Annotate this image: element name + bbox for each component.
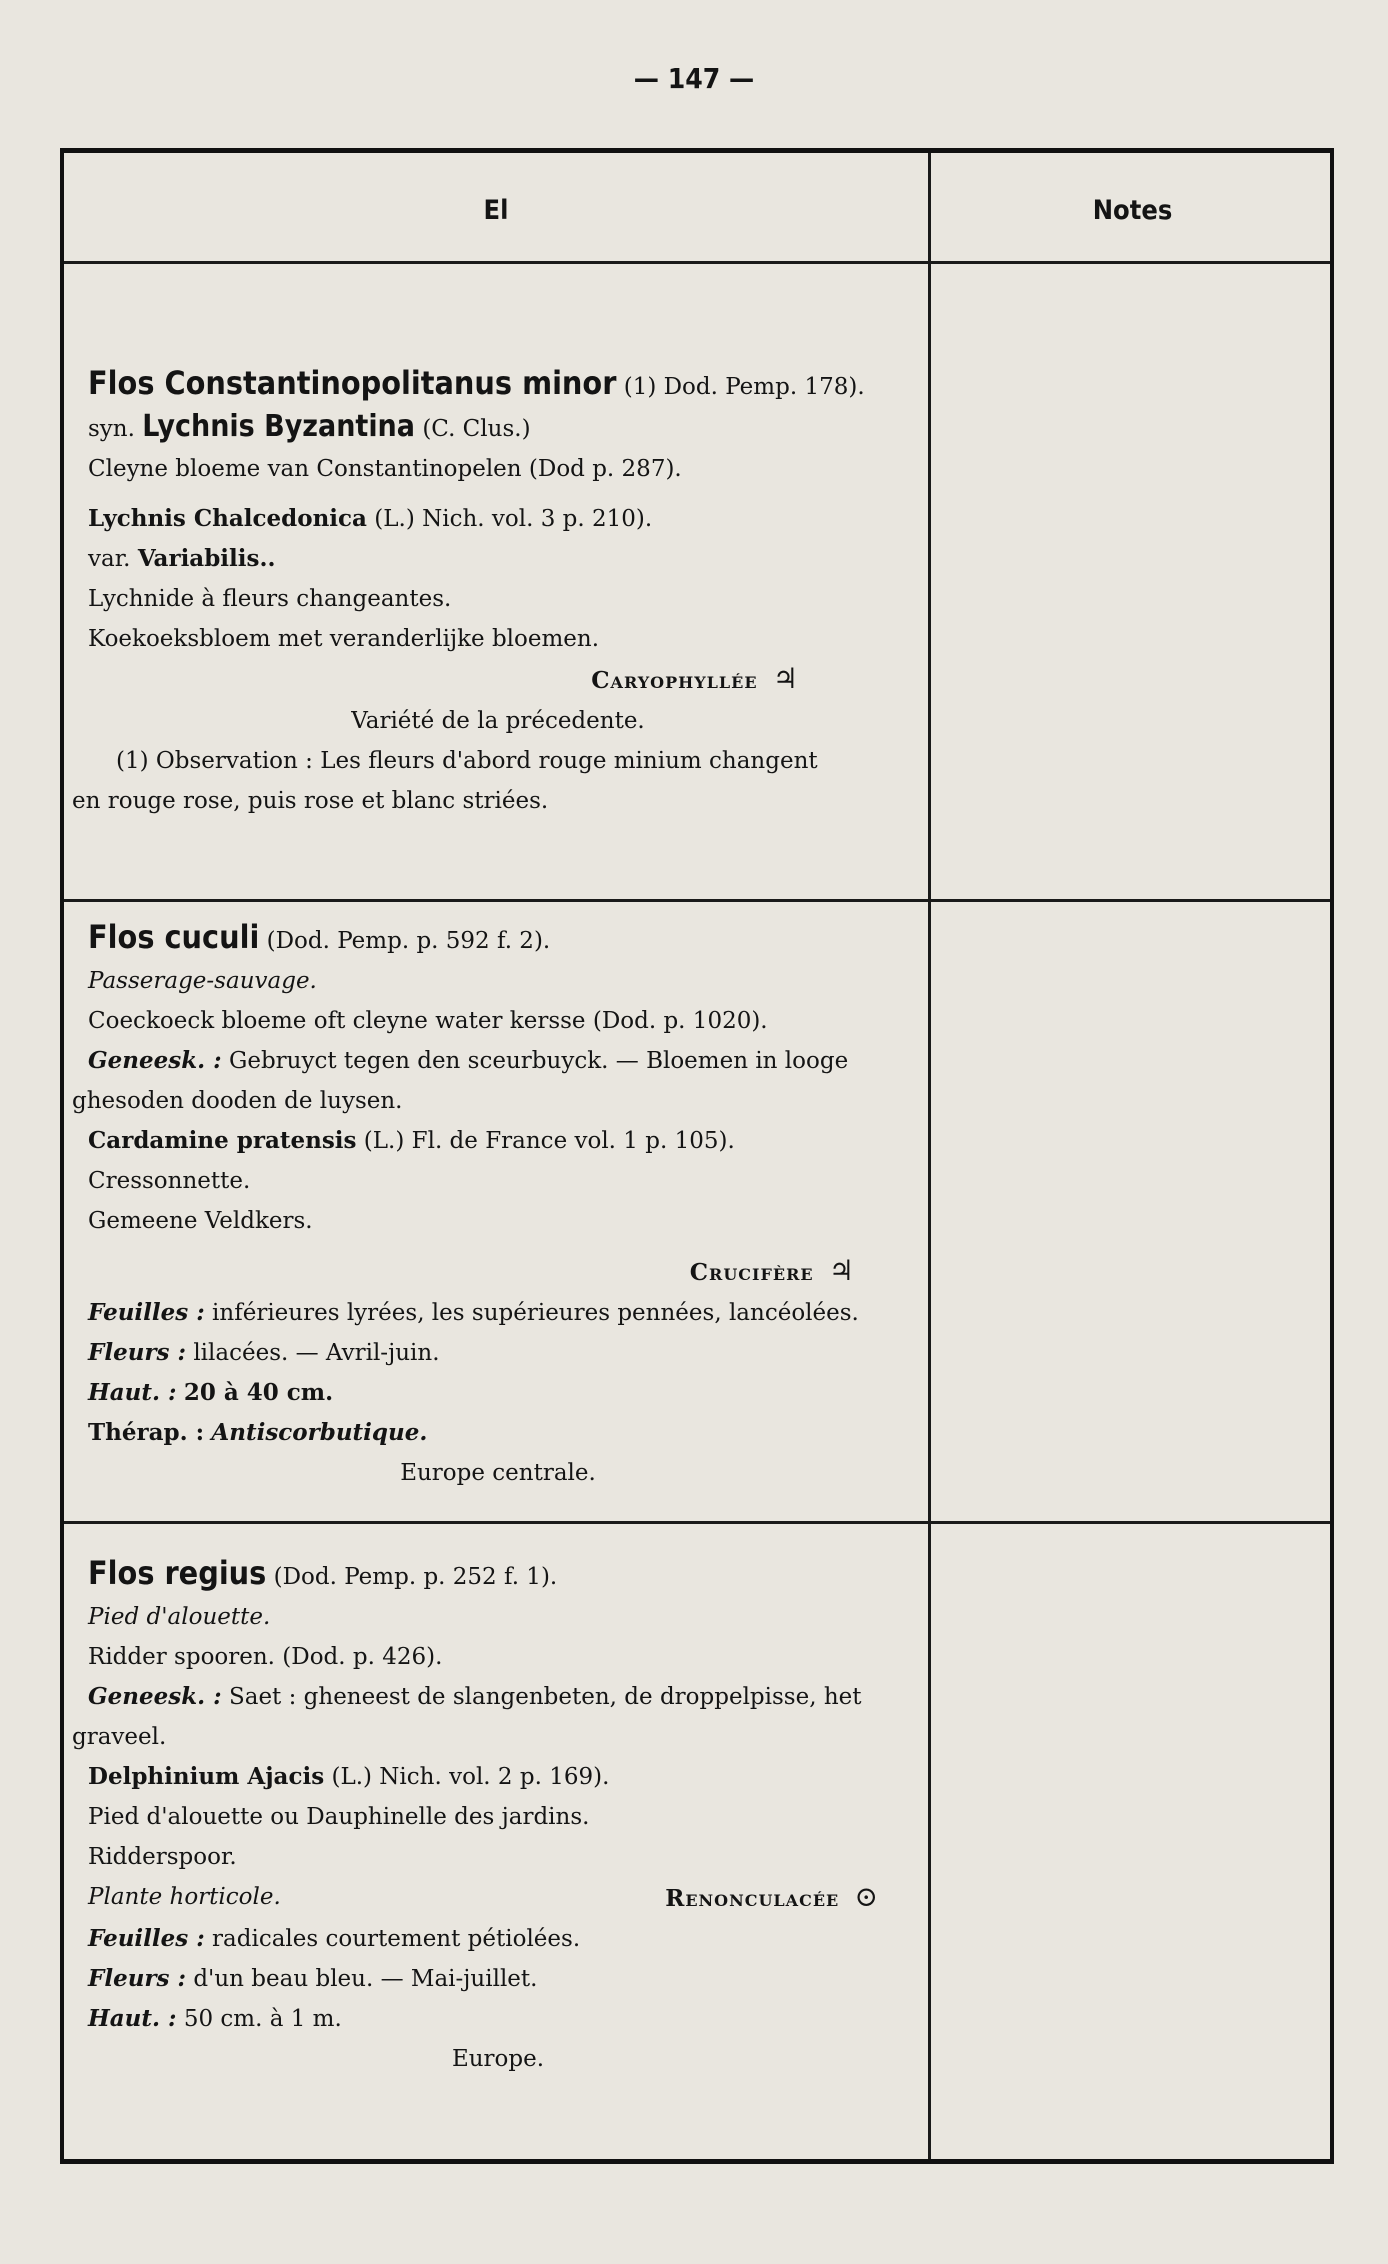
feuilles-paragraph	[72, 1293, 908, 1333]
dutch-name: Ridderspoor.	[88, 1844, 237, 1870]
region: Europe.	[451, 2046, 545, 2072]
geneesk-text: Saet : gheneest de slangenbeten, de droppelpisse, het graveel.	[72, 1684, 862, 1750]
region: Europe centrale.	[400, 1460, 596, 1486]
latin-name-line	[88, 1121, 908, 1161]
latin-ref: (L.) Fl. de France vol. 1 p. 105).	[363, 1128, 735, 1154]
plant-family-line	[88, 1877, 908, 1919]
variety-name: Variabilis..	[137, 545, 276, 572]
entry-title: Flos cuculi	[88, 918, 260, 956]
synonym-ref: (C. Clus.)	[422, 416, 531, 442]
feuilles-label: Feuilles :	[88, 1925, 205, 1952]
observation-line-2: en rouge rose, puis rose et blanc striées.	[72, 788, 549, 814]
variety-prefix: var.	[88, 546, 131, 572]
latin-ref: (L.) Nich. vol. 3 p. 210).	[374, 506, 653, 532]
geneesk-label: Geneesk. :	[88, 1047, 222, 1074]
synonym-prefix: syn.	[88, 416, 135, 442]
entry-title-ref: (Dod. Pemp. p. 252 f. 1).	[273, 1564, 558, 1590]
entry-title-line	[88, 363, 908, 407]
header-rule	[64, 261, 1330, 264]
fleurs-text: lilacées. — Avril-juin.	[193, 1340, 440, 1366]
haut-line	[88, 1373, 908, 1413]
synonym-name: Lychnis Byzantina	[142, 409, 415, 444]
header-notes: Notes	[1092, 195, 1173, 226]
plant-note: Plante horticole.	[88, 1884, 281, 1910]
french-name: Pied d'alouette ou Dauphinelle des jardins.	[88, 1804, 590, 1830]
dutch-old-name: Ridder spooren. (Dod. p. 426).	[88, 1644, 443, 1670]
therap-line	[88, 1413, 908, 1453]
page-number: — 147 —	[633, 62, 755, 95]
feuilles-line	[88, 1919, 908, 1959]
therap-text: Antiscorbutique.	[211, 1419, 428, 1446]
fleurs-line	[88, 1959, 908, 1999]
geneesk-label: Geneesk. :	[88, 1683, 222, 1710]
french-name: Lychnide à fleurs changeantes.	[88, 586, 452, 612]
dutch-name: Koekoeksbloem met veranderlijke bloemen.	[88, 626, 600, 652]
haut-label: Haut. :	[88, 2005, 177, 2032]
entry-title-line	[88, 917, 908, 961]
haut-label: Haut. :	[88, 1379, 177, 1406]
haut-text: 50 cm. à 1 m.	[183, 2006, 342, 2032]
therap-label: Thérap. :	[88, 1419, 205, 1446]
synonym-line	[88, 407, 908, 449]
row-rule-1	[64, 899, 1330, 902]
fleurs-label: Fleurs :	[88, 1339, 186, 1366]
feuilles-label: Feuilles :	[88, 1299, 205, 1326]
latin-name-line	[88, 1757, 908, 1797]
french-name: Cressonnette.	[88, 1168, 251, 1194]
variety-note: Variété de la précedente.	[351, 708, 645, 734]
french-old-name: Pied d'alouette.	[88, 1604, 271, 1630]
family-line	[88, 1251, 908, 1293]
annual-symbol-icon: ⊙	[854, 1880, 878, 1913]
perennial-symbol-icon: ♃	[772, 662, 798, 695]
header-el: El	[483, 195, 509, 226]
herbal-table	[60, 148, 1334, 2164]
entry-flos-regius	[72, 1553, 908, 2079]
dutch-name: Gemeene Veldkers.	[88, 1208, 313, 1234]
fleurs-text: d'un beau bleu. — Mai-juillet.	[193, 1966, 538, 1992]
entry-flos-constantinopolitanus	[72, 363, 908, 821]
geneesk-paragraph	[72, 1041, 908, 1121]
haut-line	[88, 1999, 908, 2039]
family-name: Caryophyllée	[591, 667, 758, 694]
entry-title-ref: (Dod. Pemp. p. 592 f. 2).	[266, 928, 551, 954]
dutch-old-name: Coeckoeck bloeme oft cleyne water kersse (Dod. p. 1020).	[88, 1008, 768, 1034]
entry-title: Flos Constantinopolitanus minor	[88, 364, 617, 402]
feuilles-text: radicales courtement pétiolées.	[212, 1926, 581, 1952]
perennial-symbol-icon: ♃	[828, 1254, 854, 1287]
family-line	[88, 659, 908, 701]
latin-ref: (L.) Nich. vol. 2 p. 169).	[331, 1764, 610, 1790]
observation-line-1: (1) Observation : Les fleurs d'abord rouge minium changent	[116, 748, 818, 774]
family-name: Crucifère	[689, 1259, 814, 1286]
latin-name: Lychnis Chalcedonica	[88, 505, 367, 532]
entry-title: Flos regius	[88, 1554, 267, 1592]
latin-name-line	[88, 499, 908, 539]
feuilles-text: inférieures lyrées, les supérieures pennées, lancéolées.	[212, 1300, 859, 1326]
family-name: Renonculacée	[665, 1885, 840, 1912]
entry-flos-cuculi	[72, 917, 908, 1493]
entry-title-line	[88, 1553, 908, 1597]
geneesk-paragraph	[72, 1677, 908, 1757]
fleurs-line	[88, 1333, 908, 1373]
geneesk-text: Gebruyct tegen den sceurbuyck. — Bloemen in looge ghesoden dooden de luysen.	[72, 1048, 849, 1114]
latin-name: Cardamine pratensis	[88, 1127, 357, 1154]
fleurs-label: Fleurs :	[88, 1965, 186, 1992]
dutch-old-name: Cleyne bloeme van Constantinopelen (Dod p. 287).	[88, 456, 682, 482]
entry-title-ref: (1) Dod. Pemp. 178).	[623, 374, 865, 400]
row-rule-2	[64, 1521, 1330, 1524]
column-divider	[928, 153, 931, 2159]
latin-name: Delphinium Ajacis	[88, 1763, 325, 1790]
haut-text: 20 à 40 cm.	[183, 1379, 334, 1406]
variety-line	[88, 539, 908, 579]
french-old-name: Passerage-sauvage.	[88, 968, 317, 994]
